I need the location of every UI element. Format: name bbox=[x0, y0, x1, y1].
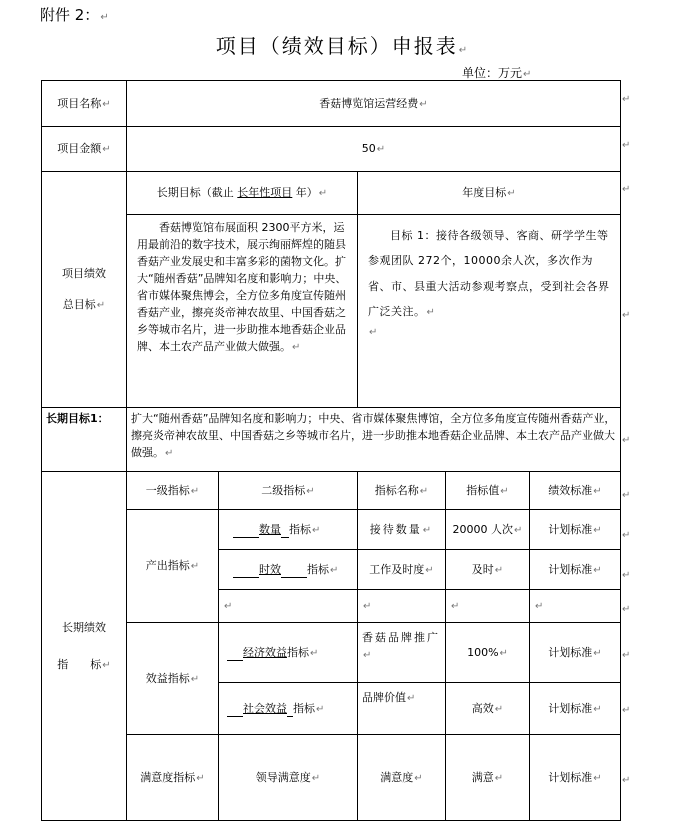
satisfaction-indicator-label: 满意度指标↵ bbox=[127, 735, 219, 821]
level2-cell: ↵ bbox=[219, 590, 358, 623]
row-end-mark: ↵ bbox=[622, 705, 631, 716]
level2-cell: 数量 指标↵ bbox=[219, 510, 358, 550]
indicator-value-cell: 100%↵ bbox=[446, 623, 530, 683]
benefit-indicator-label: 效益指标↵ bbox=[127, 623, 219, 735]
row-end-mark: ↵ bbox=[622, 604, 631, 615]
project-name-value: 香菇博览馆运营经费↵ bbox=[127, 81, 621, 127]
indicator-section-label: 长期绩效 指 标↵ bbox=[42, 472, 127, 821]
indicator-row bbox=[42, 623, 621, 683]
indicator-standard-cell: 计划标准↵ bbox=[530, 735, 621, 821]
row-end-mark: ↵ bbox=[622, 140, 631, 151]
goal-header-row bbox=[42, 172, 621, 215]
row-end-mark: ↵ bbox=[622, 530, 631, 541]
indicator-value-cell: 满意↵ bbox=[446, 735, 530, 821]
long-term-goal-header: 长期目标（截止 长年性项目 年）↵ bbox=[127, 172, 358, 215]
indicator-value-cell: 20000 人次↵ bbox=[446, 510, 530, 550]
row-end-mark: ↵ bbox=[622, 310, 631, 321]
row-end-mark: ↵ bbox=[622, 184, 631, 195]
attachment-label: 附件 2：↵ bbox=[40, 6, 109, 24]
level2-cell: 经济效益指标↵ bbox=[219, 623, 358, 683]
indicator-name-cell: 接待数量↵ bbox=[358, 510, 446, 550]
indicator-value-cell: ↵ bbox=[446, 590, 530, 623]
declaration-table bbox=[41, 80, 621, 821]
long-term-goal-row bbox=[42, 408, 621, 472]
project-amount-value: 50↵ bbox=[127, 127, 621, 172]
output-indicator-label: 产出指标↵ bbox=[127, 510, 219, 623]
indicator-name-cell: 满意度↵ bbox=[358, 735, 446, 821]
indicator-row bbox=[42, 735, 621, 821]
project-name-row bbox=[42, 81, 621, 127]
header-value: 指标值↵ bbox=[446, 472, 530, 510]
level2-cell: 领导满意度↵ bbox=[219, 735, 358, 821]
row-end-mark: ↵ bbox=[622, 775, 631, 786]
indicator-standard-cell: 计划标准↵ bbox=[530, 623, 621, 683]
row-end-mark: ↵ bbox=[622, 94, 631, 105]
indicator-standard-cell: 计划标准↵ bbox=[530, 550, 621, 590]
row-end-mark: ↵ bbox=[622, 435, 631, 446]
indicator-name-cell: ↵ bbox=[358, 590, 446, 623]
indicator-header-row bbox=[42, 472, 621, 510]
indicator-name-cell: 品牌价值↵ bbox=[358, 683, 446, 735]
annual-goal-text: 目标 1：接待各级领导、客商、研学学生等参观团队 272个，10000余人次，多次作为省、市、县重大活动参观考察点，受到社会各界广泛关注。↵ ↵ bbox=[358, 215, 621, 408]
unit-label: 单位：万元↵ bbox=[462, 66, 532, 80]
indicator-row bbox=[42, 510, 621, 550]
indicator-standard-cell: ↵ bbox=[530, 590, 621, 623]
row-end-mark: ↵ bbox=[622, 650, 631, 661]
project-name-label: 项目名称↵ bbox=[42, 81, 127, 127]
header-name: 指标名称↵ bbox=[358, 472, 446, 510]
goal-content-row bbox=[42, 215, 621, 408]
long-term-goal-label: 长期目标1： bbox=[42, 408, 127, 472]
header-standard: 绩效标准↵ bbox=[530, 472, 621, 510]
level2-cell: 时效 指标↵ bbox=[219, 550, 358, 590]
annual-goal-header: 年度目标↵ bbox=[358, 172, 621, 215]
indicator-name-cell: 工作及时度↵ bbox=[358, 550, 446, 590]
long-term-goal-statement: 扩大“随州香菇”品牌知名度和影响力；中央、省市媒体聚焦博馆，全方位多角度宣传随州香菇产业，擦亮炎帝神农故里、中国香菇之乡等城市名片，进一步助推本地香菇企业品牌、本土农产品产业做大做强。↵ bbox=[127, 408, 621, 472]
level2-cell: 社会效益 指标↵ bbox=[219, 683, 358, 735]
page-title: 项目（绩效目标）申报表↵ bbox=[215, 34, 470, 58]
row-end-mark: ↵ bbox=[622, 570, 631, 581]
indicator-value-cell: 及时↵ bbox=[446, 550, 530, 590]
row-end-mark: ↵ bbox=[622, 490, 631, 501]
header-level1: 一级指标↵ bbox=[127, 472, 219, 510]
indicator-name-cell: 香菇品牌推广↵ bbox=[358, 623, 446, 683]
header-level2: 二级指标↵ bbox=[219, 472, 358, 510]
project-amount-row bbox=[42, 127, 621, 172]
indicator-standard-cell: 计划标准↵ bbox=[530, 510, 621, 550]
indicator-standard-cell: 计划标准↵ bbox=[530, 683, 621, 735]
project-amount-label: 项目金额↵ bbox=[42, 127, 127, 172]
overall-goal-label: 项目绩效 总目标↵ bbox=[42, 172, 127, 408]
indicator-value-cell: 高效↵ bbox=[446, 683, 530, 735]
long-term-goal-text: 香菇博览馆布展面积 2300平方米，运用最前沿的数字技术，展示绚丽辉煌的随县香菇产业发展史和丰富多彩的菌物文化。扩大“随州香菇”品牌知名度和影响力；中央、省市媒体聚焦博会，全方位多角度宣传随州香菇产业，擦亮炎帝神农故里、中国香菇之乡等城市名片，进一步助推本地香菇企业品牌、本土农产品产业做大做强。↵ bbox=[127, 215, 358, 408]
